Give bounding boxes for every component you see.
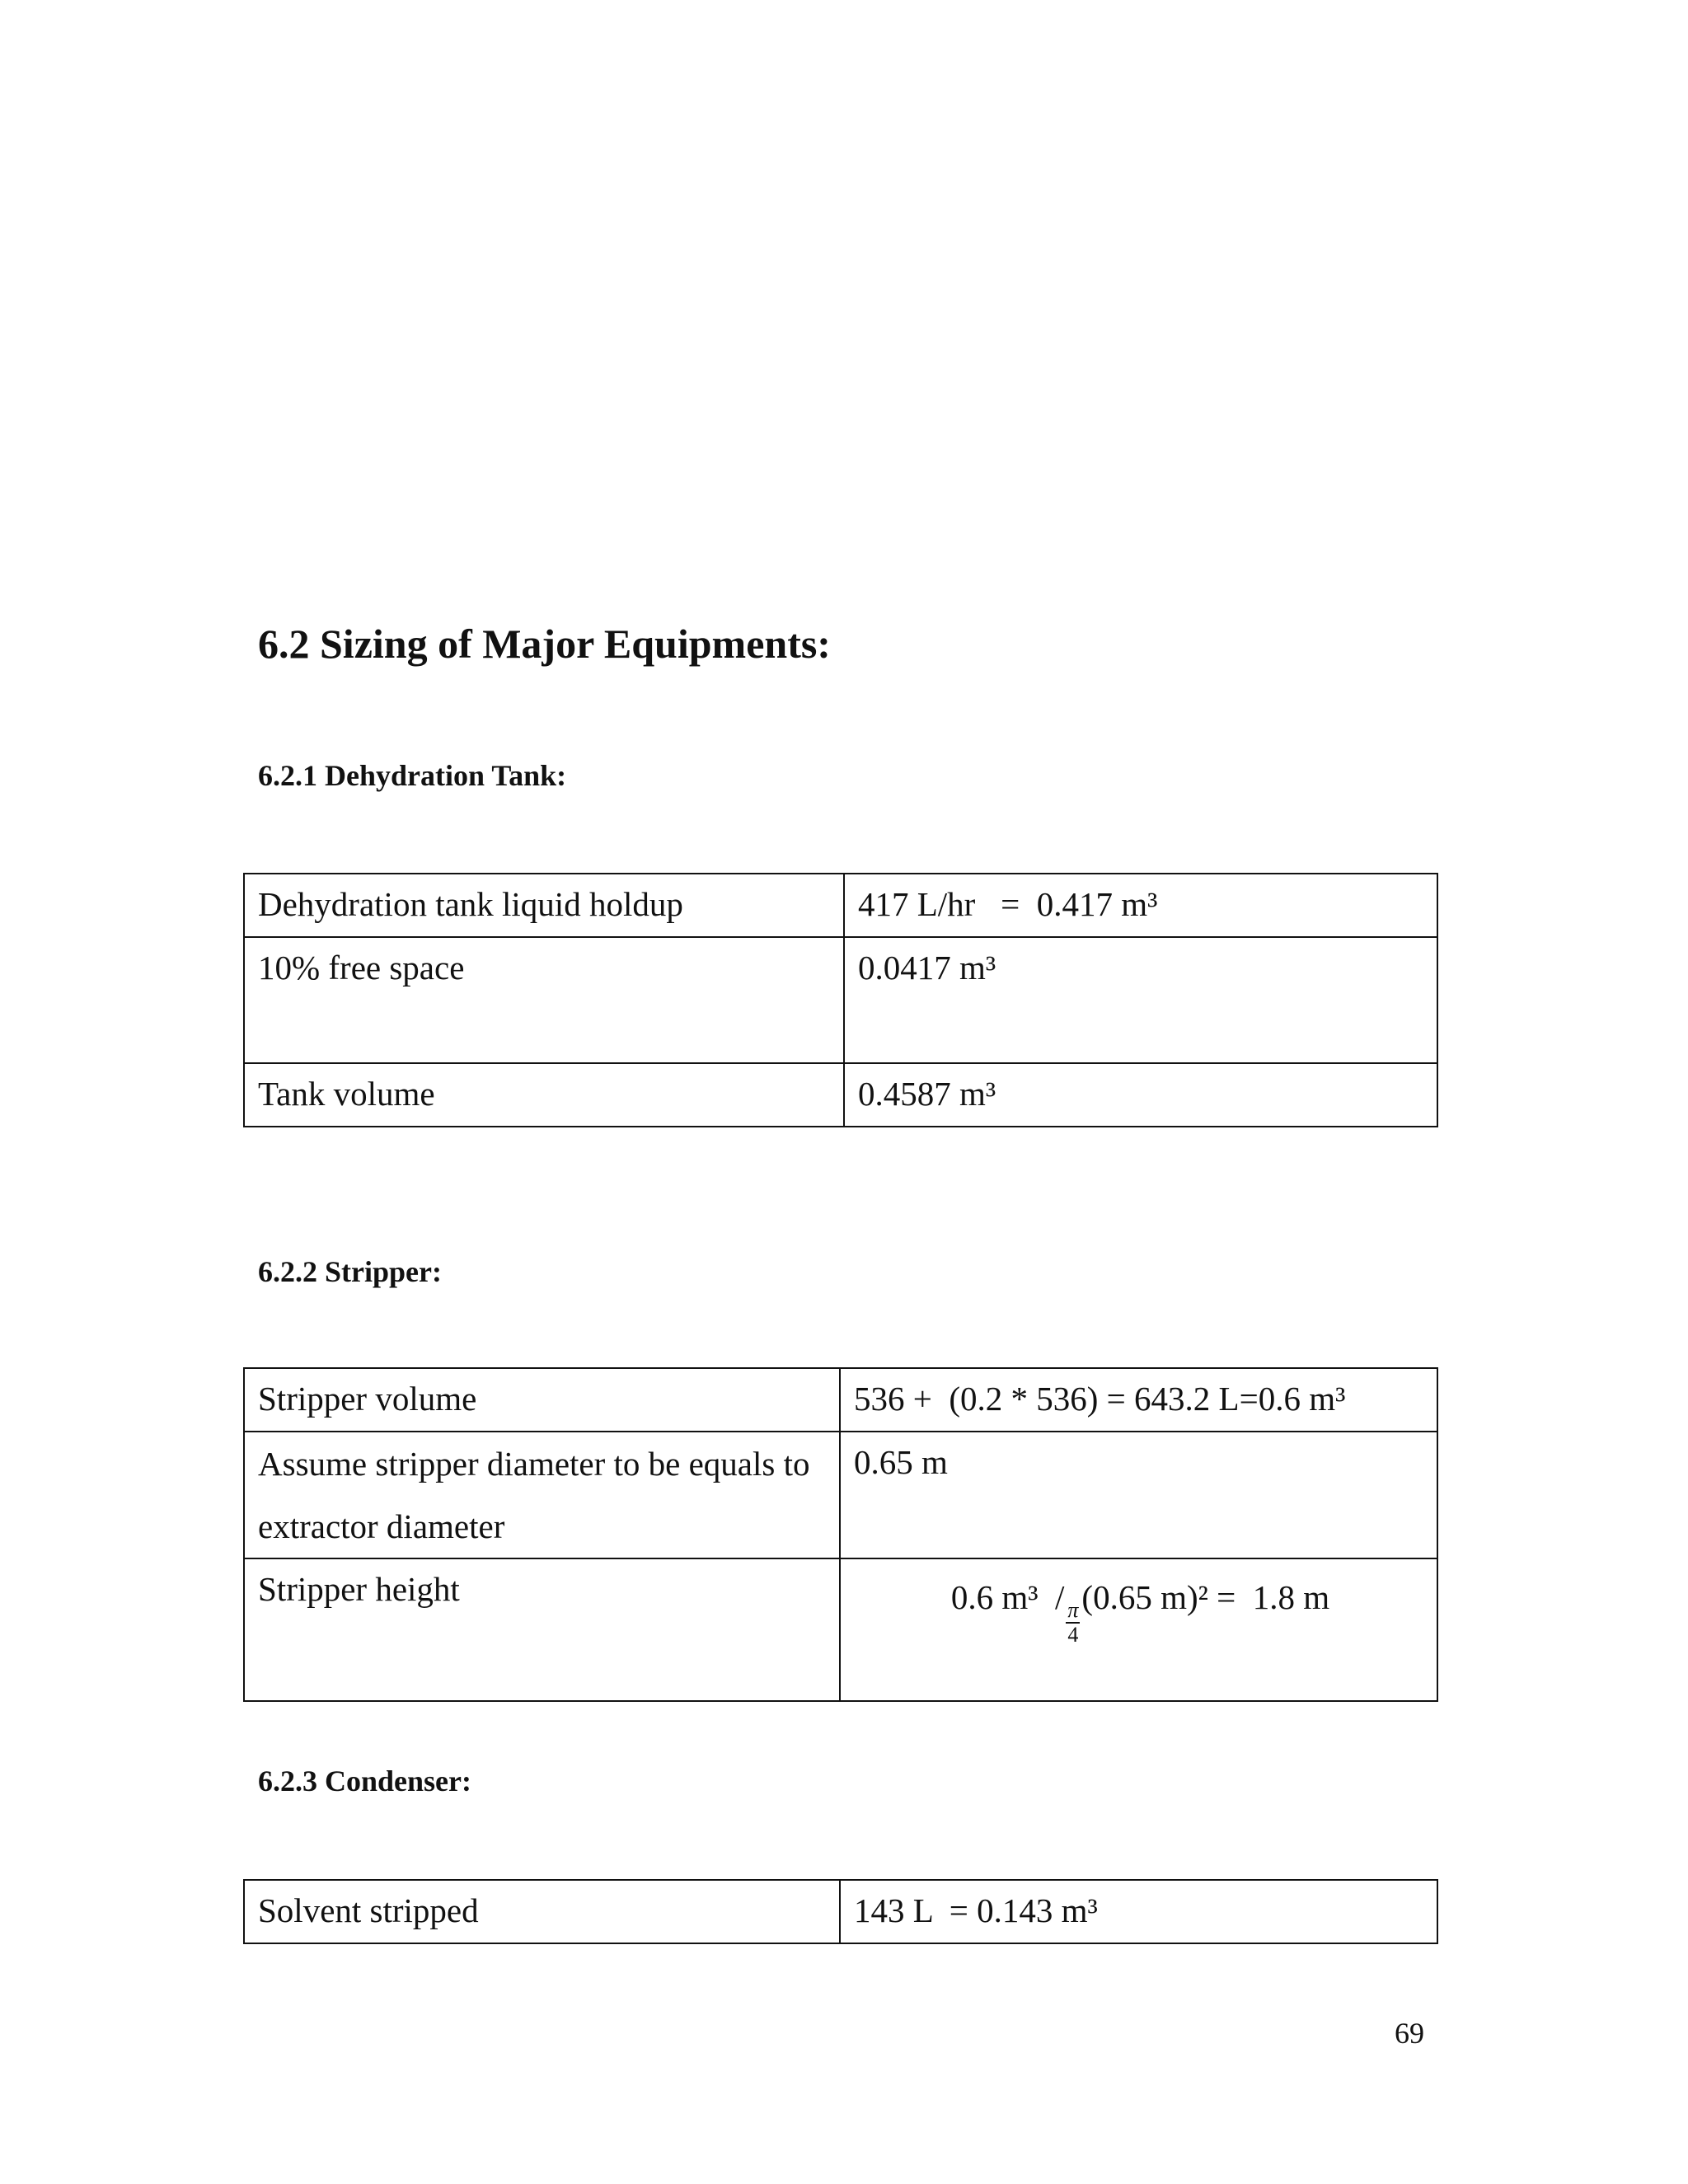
row-value: 536 + (0.2 * 536) = 643.2 L=0.6 m³ [840,1368,1437,1432]
row-value: 0.4587 m³ [844,1063,1437,1127]
table-row [244,1558,1437,1701]
formula-left: 0.6 m³ / [950,1578,1065,1616]
fraction-denominator: 4 [1067,1623,1079,1647]
row-label: Dehydration tank liquid holdup [244,874,844,937]
condenser-heading: 6.2.3 Condenser: [258,1765,471,1797]
row-label: Assume stripper diameter to be equals to extractor diameter [244,1432,840,1558]
stripper-heading: 6.2.2 Stripper: [258,1255,442,1288]
row-value: 0.0417 m³ [844,937,1437,1063]
table-row [244,874,1437,937]
table-row [244,1880,1437,1943]
row-value [840,1558,1437,1701]
row-label: Stripper volume [244,1368,840,1432]
row-label: 10% free space [244,937,844,1063]
table-row [244,937,1437,1063]
row-label: Stripper height [244,1558,840,1701]
row-value: 0.65 m [840,1432,1437,1558]
condenser-table [243,1879,1438,1944]
section-heading: 6.2 Sizing of Major Equipments: [258,621,831,667]
stripper-table [243,1367,1438,1702]
table-row [244,1368,1437,1432]
page-number: 69 [1395,2017,1424,2050]
table-row [244,1432,1437,1558]
row-label: Solvent stripped [244,1880,840,1943]
dehydration-tank-heading: 6.2.1 Dehydration Tank: [258,759,567,792]
row-value: 417 L/hr = 0.417 m³ [844,874,1437,937]
row-label: Tank volume [244,1063,844,1127]
stripper-height-formula [854,1559,1427,1647]
fraction [1066,1599,1080,1647]
row-value: 143 L = 0.143 m³ [840,1880,1437,1943]
table-row [244,1063,1437,1127]
dehydration-tank-table [243,873,1438,1127]
fraction-numerator: π [1067,1598,1079,1622]
formula-right: (0.65 m)² = 1.8 m [1081,1578,1330,1616]
